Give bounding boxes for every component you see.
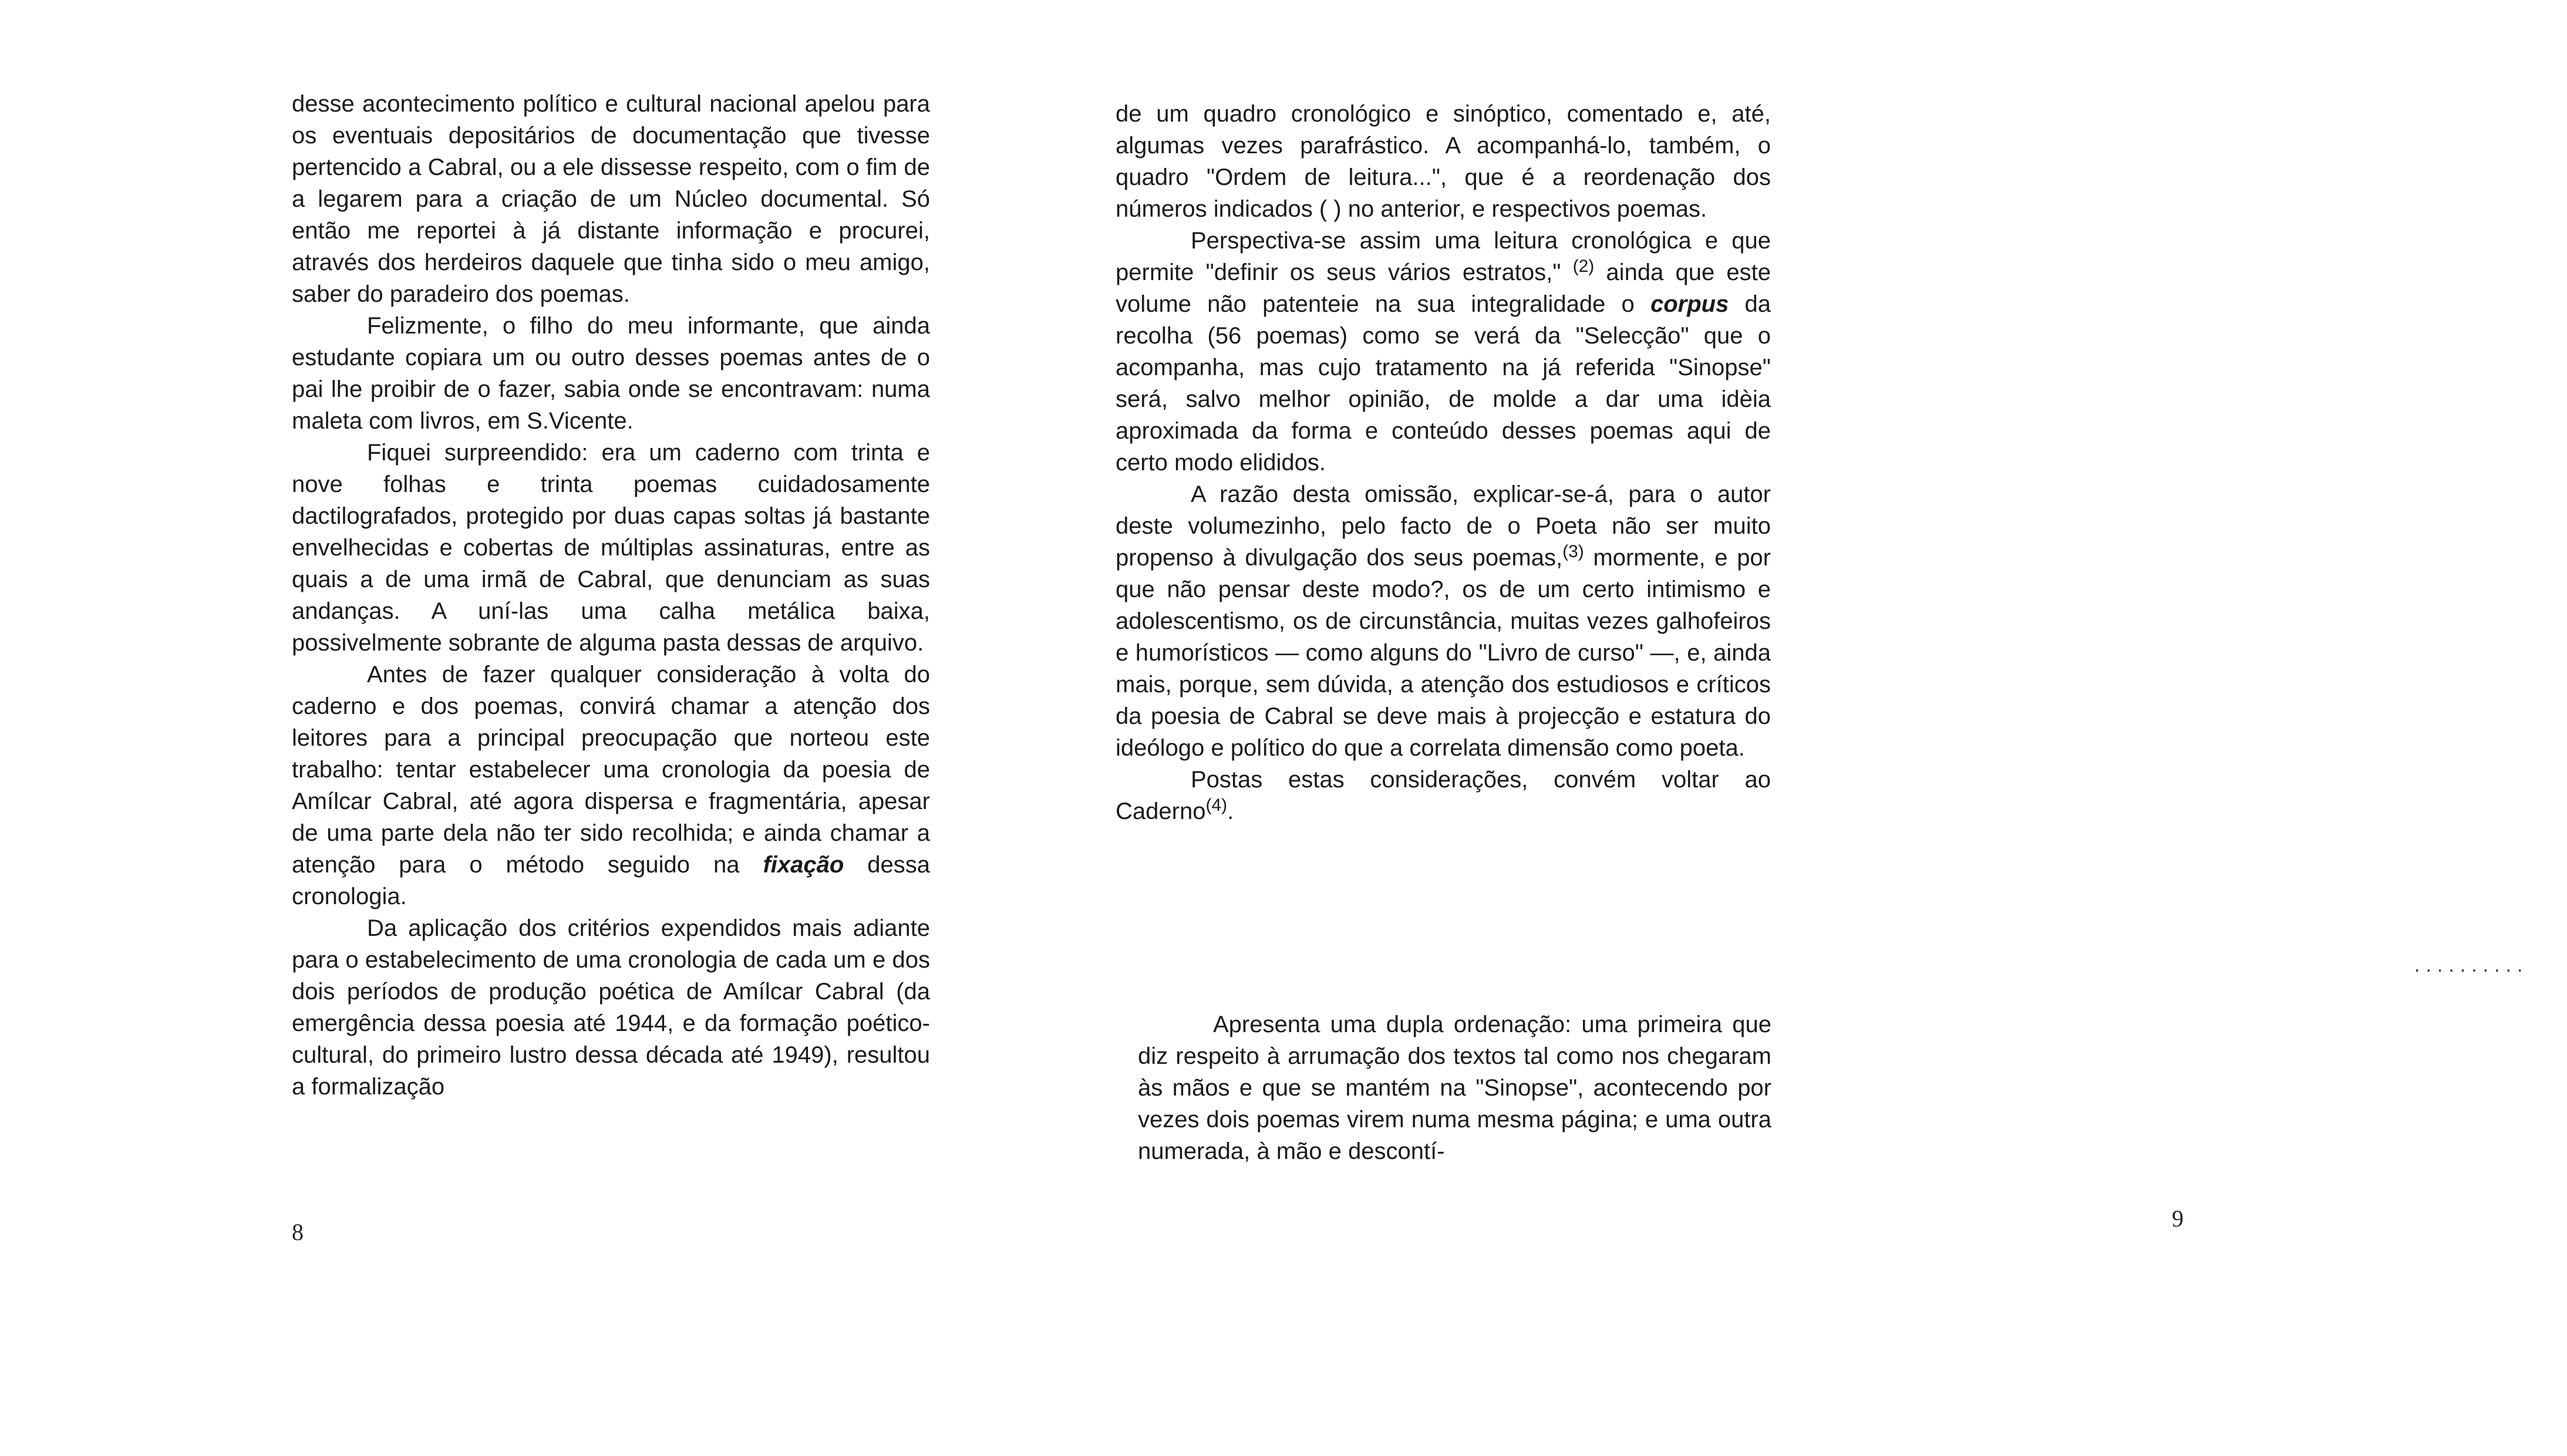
- paragraph-text: Postas estas considerações, convém voltar ao Caderno: [1116, 767, 1771, 824]
- paragraph-text: Perspectiva-se assim uma leitura cronológica e que permite "definir os seus vários estratos,": [1116, 228, 1771, 285]
- paragraph: [292, 310, 930, 437]
- paragraph: [1138, 1009, 1771, 1167]
- paragraph-text: mormente, e por que não pensar deste modo?, os de um certo intimismo e adolescentismo, os de circunstância, muitas vezes galhofeiros e humorísticos — como alguns do "Livro de curso" —, e, ainda mais, porque, sem dúvida, a atenção dos estudiosos e críticos da poesia de Cabral se deve mais à projecção e estatura do ideólogo e político do que a correlata dimensão como poeta.: [1116, 545, 1771, 761]
- left-page-text-column: [292, 88, 930, 1103]
- paragraph: [292, 88, 930, 310]
- paragraph: [292, 437, 930, 659]
- paragraph: [1116, 478, 1771, 764]
- paragraph-text: desse acontecimento político e cultural nacional apelou para os eventuais depositários de documentação que tivesse pertencido a Cabral, ou a ele dissesse respeito, com o fim de a legarem para a criação de um Núcleo documental. Só então me reportei à já distante informação e procurei, através dos herdeiros daquele que tinha sido o meu amigo, saber do paradeiro dos poemas.: [292, 91, 930, 307]
- paragraph-text: Antes de fazer qualquer consideração à volta do caderno e dos poemas, convirá chamar a atenção dos leitores para a principal preocupação que norteou este trabalho: tentar estabelecer uma cronologia da poesia de Amílcar Cabral, até agora dispersa e fragmentária, apesar de uma parte dela não ter sido recolhida; e ainda chamar a atenção para o método seguido na: [292, 662, 930, 878]
- footnote-reference: (2): [1572, 257, 1595, 276]
- paragraph: [292, 912, 930, 1103]
- page-number: 8: [292, 1219, 304, 1245]
- paragraph: [1116, 225, 1771, 478]
- paragraph-text: A razão desta omissão, explicar-se-á, para o autor deste volumezinho, pelo facto de o Poeta não ser muito propenso à divulgação dos seus poemas,: [1116, 481, 1771, 571]
- right-page-text-column: [1116, 98, 1771, 827]
- paragraph: [1116, 98, 1771, 225]
- paragraph-text: da recolha (56 poemas) como se verá da "Selecção" que o acompanha, mas cujo tratamento na já referida "Sinopse" será, salvo melhor opinião, de molde a dar uma idèia aproximada da forma e conteúdo desses poemas aqui de certo modo elididos.: [1116, 291, 1771, 476]
- paragraph: [1116, 764, 1771, 827]
- paragraph-text: Fiquei surpreendido: era um caderno com trinta e nove folhas e trinta poemas cuidadosamente dactilografados, protegido por duas capas soltas já bastante envelhecidas e cobertas de múltiplas assinaturas, entre as quais a de uma irmã de Cabral, que denunciam as suas andanças. A uní-las uma calha metálica baixa, possivelmente sobrante de alguma pasta dessas de arquivo.: [292, 440, 930, 656]
- paragraph-text: dessa cronologia.: [292, 852, 930, 909]
- paragraph-text: .: [1227, 798, 1234, 824]
- emphasized-term: corpus: [1650, 291, 1729, 317]
- right-page: [1029, 0, 2529, 1456]
- paragraph-text: de um quadro cronológico e sinóptico, comentado e, até, algumas vezes parafrástico. A acompanhá-lo, também, o quadro "Ordem de leitura...", que é a reordenação dos números indicados ( ) no anterior, e respectivos poemas.: [1116, 101, 1771, 222]
- emphasized-term: fixação: [763, 852, 844, 878]
- paragraph-text: ainda que este volume não patenteie na sua integralidade o: [1116, 259, 1771, 317]
- right-page-lower-text-column: [1138, 1009, 1771, 1167]
- paragraph-text: Da aplicação dos critérios expendidos mais adiante para o estabelecimento de uma cronologia de cada um e dos dois períodos de produção poética de Amílcar Cabral (da emergência dessa poesia até 1944, e da formação poético-cultural, do primeiro lustro dessa década até 1949), resultou a formalização: [292, 915, 930, 1100]
- footnote-reference: (3): [1562, 542, 1584, 561]
- paragraph: [292, 659, 930, 912]
- footnote-reference: (4): [1205, 796, 1228, 815]
- section-separator: ..........: [2414, 954, 2529, 976]
- paragraph-text: Apresenta uma dupla ordenação: uma primeira que diz respeito à arrumação dos textos tal como nos chegaram às mãos e que se mantém na "Sinopse", acontecendo por vezes dois poemas virem numa mesma página; e uma outra numerada, à mão e descontí-: [1138, 1012, 1771, 1164]
- left-page: [0, 0, 1029, 1456]
- page-number: 9: [2172, 1205, 2184, 1232]
- paragraph-text: Felizmente, o filho do meu informante, que ainda estudante copiara um ou outro desses poemas antes de o pai lhe proibir de o fazer, sabia onde se encontravam: numa maleta com livros, em S.Vicente.: [292, 313, 930, 434]
